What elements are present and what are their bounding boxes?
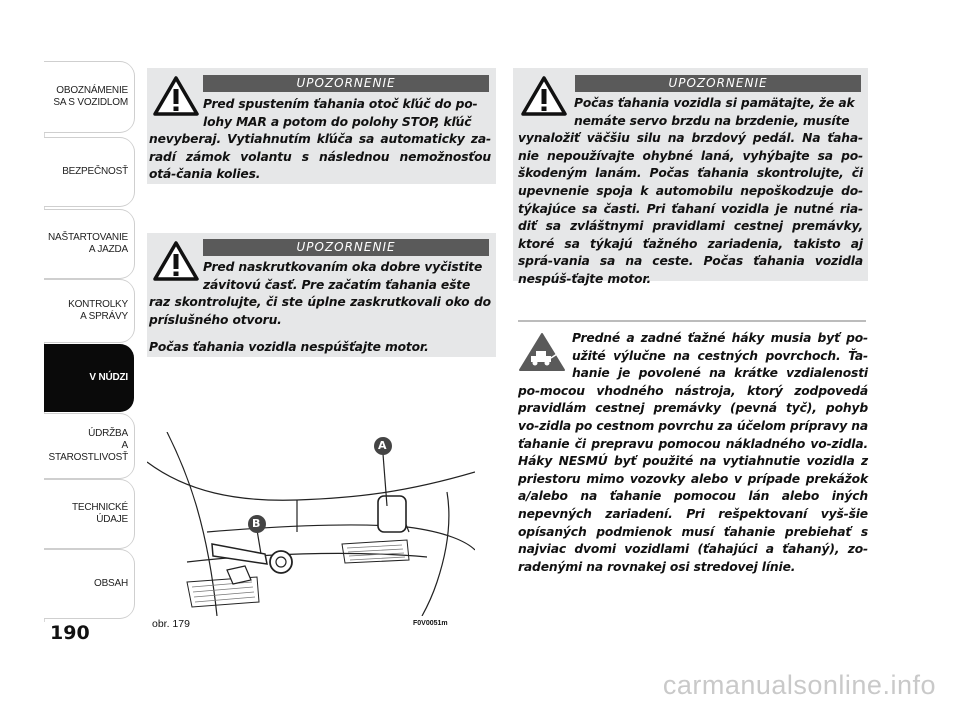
warning-text [149,259,491,357]
sidebar-item-kontrolky[interactable] [44,280,134,342]
sidebar-item-label: OBOZNÁMENIE [56,85,128,96]
warning-lead-line: Pred naskrutkovaním oka dobre vyčistite [203,260,483,274]
warning-lead-line: Pred spustením ťahania otoč kľúč do po- [203,97,478,111]
sidebar-item-bezpecnost[interactable] [44,138,134,206]
figure-caption: obr. 179 [152,618,190,630]
warning-box-tow-eye [147,233,496,357]
warning-text [149,96,491,184]
sidebar-item-label: TECHNICKÉ [72,502,128,513]
sidebar-item-oboznamenie[interactable] [44,62,134,132]
tow-truck-icon [518,332,566,372]
sidebar-item-label: KONTROLKY [68,299,128,310]
warning-body: nevyberaj. Vytiahnutím kľúča sa automaticky za-radí zámok volantu s následnou nemožnosťou otá-čania kolies. [149,132,491,182]
sidebar-item-v-nudzi[interactable] [44,344,134,412]
sidebar-item-udrzba[interactable] [44,414,134,478]
info-text-block [518,330,868,576]
warning-header: UPOZORNENIE [203,239,489,256]
sidebar-item-label: NAŠTARTOVANIE [47,232,128,243]
sidebar-item-label-2: A SPRÁVY [80,311,128,322]
warning-box-ignition [147,68,496,184]
sidebar-item-label: ÚDRŽBA [88,428,128,439]
figure-tow-hook [147,432,475,616]
sidebar-item-label-2: SA S VOZIDLOM [53,97,128,108]
sidebar-item-label-2: A STAROSTLIVOSŤ [48,440,128,463]
warning-lead-line-2: závitovú časť. Pre začatím ťahania ešte [203,277,471,292]
sidebar-item-label: V NÚDZI [89,372,128,383]
warning-lead-line-2: nemáte servo brzdu na brzdenie, musíte [574,113,850,128]
callout-label-a: A [378,439,387,452]
sidebar-item-label-2: ÚDAJE [96,514,128,525]
sidebar-item-label: BEZPEČNOSŤ [62,166,128,177]
tow-hook-illustration [147,432,475,616]
warning-header: UPOZORNENIE [575,75,861,92]
warning-header: UPOZORNENIE [203,75,489,92]
warning-box-braking [513,68,868,286]
sidebar-item-technicke[interactable] [44,480,134,548]
sidebar-item-nastartovanie[interactable] [44,210,134,278]
info-paragraph: Predné a zadné ťažné háky musia byť po-užité výlučne na cestných povrchoch. Ťa-hanie je povolené na krátke vzdialenosti po-mocou vhodného nástroja, ktorý zodpovedá pravidlám cestnej premávky (pevná tyč), pohyb vo-zidla po cestnom povrchu za účelom prípravy na ťahanie či prepravu pomocou nákladného vo-zidla. Háky NESMÚ byť použité na vytiahnutie vozidla z priestoru mimo vozovky alebo v prípade prekážok a/alebo na ťahanie pomocou lán alebo iných nepevných zariadení. Pri rešpektovaní vyš-šie opísaných podmienok musí ťahanie prebiehať s najviac dvomi vozidlami (ťahajúci a ťahaný), zo-radenými na rovnakej osi stredovej línie. [518,331,868,574]
page-number: 190 [50,622,90,644]
warning-lead-line-2: lohy MAR a potom do polohy STOP, kľúč [203,114,472,129]
sidebar-item-label: OBSAH [93,578,128,589]
sidebar-item-label-2: A JAZDA [88,244,128,255]
warning-text [518,95,863,289]
sidebar-item-obsah[interactable] [44,550,134,618]
warning-lead-line: Počas ťahania vozidla si pamätajte, že ak [574,96,855,110]
warning-body-2: Počas ťahania vozidla nespúšťajte motor. [149,340,429,355]
info-divider [518,320,866,322]
warning-body: raz skontrolujte, či ste úplne zaskrutkovali oko do príslušného otvoru. [149,295,491,327]
watermark: carmanualsonline.info [662,670,936,700]
warning-body: vynaložiť väčšiu silu na brzdový pedál. Na ťaha-nie nepoužívajte ohybné laná, vyhýbajte sa po-škodeným lanám. Počas ťahania skontrolujte, či upevnenie spoja k automobilu nepoškodzuje do-týkajúce sa časti. Pri ťahaní vozidla je nutné ria-diť sa zvláštnymi pravidlami cestnej premávky, ktoré sa týkajú ťažného zariadenia, takisto aj sprá-vania sa na ceste. Počas ťahania vozidla nespúš-ťajte motor. [518,131,863,286]
callout-label-b: B [252,517,261,530]
figure-code: F0V0051m [413,620,448,627]
